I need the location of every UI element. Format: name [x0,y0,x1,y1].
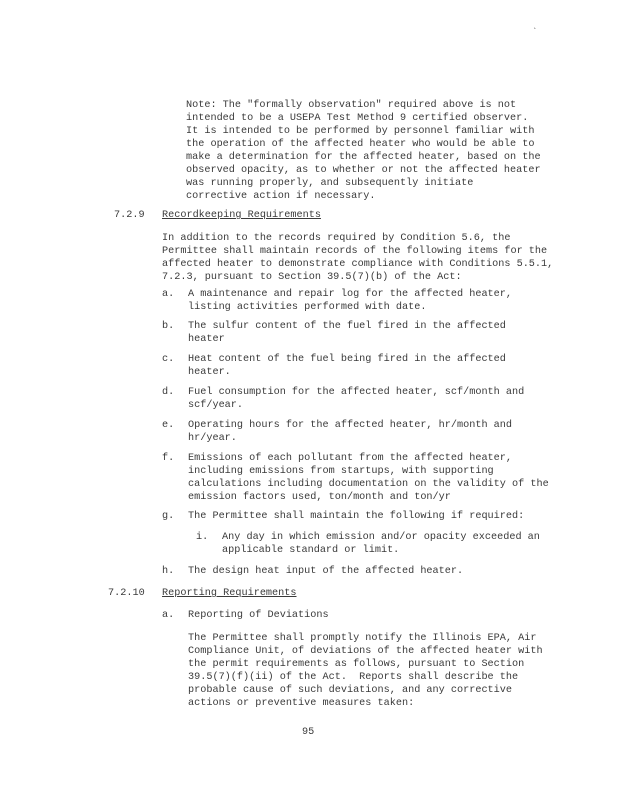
list-item-text: Heat content of the fuel being fired in the affected [188,354,506,365]
list-item-letter: b. [162,321,175,332]
intro-line: In addition to the records required by Condition 5.6, the [162,233,511,244]
para-line: Compliance Unit, of deviations of the affected heater with [188,646,543,657]
list-item-letter: g. [162,511,175,522]
section-number: 7.2.9 [114,210,145,221]
page-number: 95 [302,727,315,738]
list-item-text: Emissions of each pollutant from the affected heater, [188,453,513,464]
sub-item-text: applicable standard or limit. [222,545,400,556]
list-item-letter: h. [162,566,175,577]
section-heading: Recordkeeping Requirements [162,210,321,221]
note-line: intended to be a USEPA Test Method 9 certified observer. [186,113,529,124]
list-item-text: heater. [188,367,231,378]
list-item-letter: f. [162,453,175,464]
list-item-letter: c. [162,354,175,365]
note-line: It is intended to be performed by personnel familiar with [186,126,535,137]
para-line: probable cause of such deviations, and any corrective [188,685,513,696]
para-line: 39.5(7)(f)(ii) of the Act. Reports shall describe the [188,672,519,683]
para-line: actions or preventive measures taken: [188,698,415,709]
list-item-text: The Permittee shall maintain the following if required: [188,511,525,522]
list-item-text: scf/year. [188,400,244,411]
list-item-text: including emissions from startups, with supporting [188,466,494,477]
note-line: observed opacity, as to whether or not the affected heater [186,165,541,176]
intro-line: affected heater to demonstrate compliance with Conditions 5.5.1, [162,259,554,270]
intro-line: 7.2.3, pursuant to Section 39.5(7)(b) of the Act: [162,272,462,283]
note-line: make a determination for the affected heater, based on the [186,152,541,163]
list-item-text: Operating hours for the affected heater, hr/month and [188,420,513,431]
note-line: the operation of the affected heater who would be able to [186,139,535,150]
note-line: Note: The "formally observation" required above is not [186,100,517,111]
sub-item-text: Any day in which emission and/or opacity exceeded an [222,532,540,543]
section-heading: Reporting Requirements [162,588,297,599]
para-line: The Permittee shall promptly notify the Illinois EPA, Air [188,633,537,644]
subsection-heading: Reporting of Deviations [188,610,329,621]
list-item-text: listing activities performed with date. [188,302,427,313]
list-item-text: A maintenance and repair log for the affected heater, [188,289,513,300]
note-line: was running properly, and subsequently initiate [186,178,474,189]
list-item-text: hr/year. [188,433,237,444]
para-line: the permit requirements as follows, pursuant to Section [188,659,525,670]
list-item-text: heater [188,334,225,345]
list-item-letter: a. [162,289,175,300]
corner-mark: ˎ [532,20,538,30]
list-item-text: The design heat input of the affected heater. [188,566,464,577]
list-item-letter: d. [162,387,175,398]
list-item-text: Fuel consumption for the affected heater, scf/month and [188,387,525,398]
list-item-letter: e. [162,420,175,431]
intro-line: Permittee shall maintain records of the following items for the [162,246,548,257]
subsection-letter: a. [162,610,175,621]
list-item-text: calculations including documentation on the validity of the [188,479,549,490]
note-line: corrective action if necessary. [186,191,376,202]
sub-item-letter: i. [196,532,209,543]
section-number: 7.2.10 [108,588,145,599]
list-item-text: The sulfur content of the fuel fired in the affected [188,321,506,332]
list-item-text: emission factors used, ton/month and ton/yr [188,492,451,503]
